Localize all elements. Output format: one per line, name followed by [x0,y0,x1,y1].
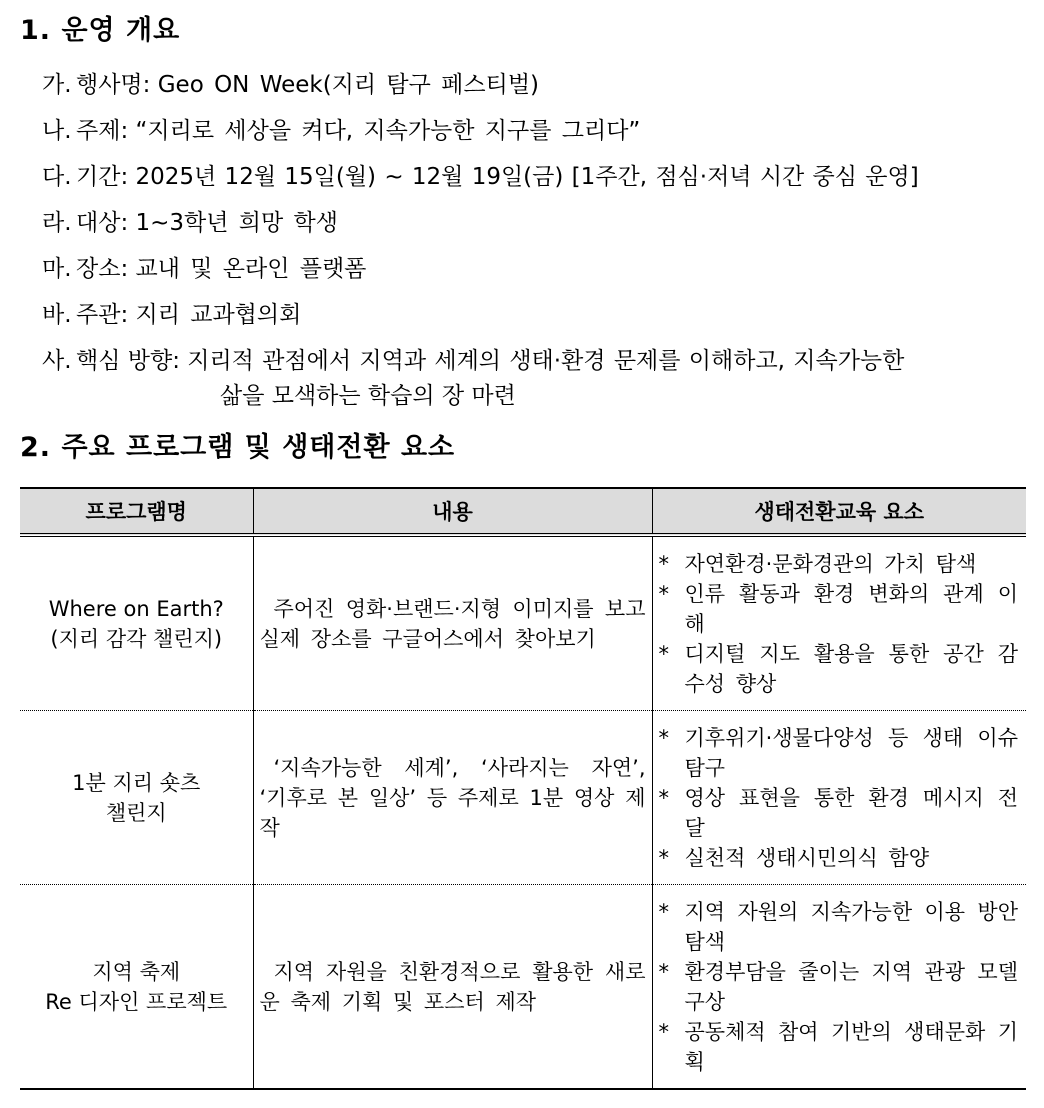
item-marker: 다. [42,164,72,190]
overview-item-organizer [42,292,919,338]
overview-item-target [42,200,919,246]
program-name-line: Re 디자인 프로젝트 [45,989,228,1014]
list-item [659,723,1019,783]
overview-item-period [42,154,919,200]
item-label: 핵심 방향 : [76,338,187,384]
eco-element-text: 기후위기·생물다양성 등 생태 이슈 탐구 [684,725,1018,780]
program-name-line: 지역 축제 [92,959,181,984]
eco-elements-list [659,549,1019,699]
table-header-row [20,488,1026,535]
list-item [659,639,1019,699]
eco-element-text: 디지털 지도 활용을 통한 공간 감수성 향상 [684,641,1018,696]
asterisk-bullet: * [658,725,669,750]
header-content: 내용 [253,488,652,535]
program-name-line: Where on Earth? [48,596,224,621]
eco-elements-list [659,723,1019,873]
item-label: 장소 : [76,246,136,292]
program-name-line: (지리 감각 챌린지) [50,626,223,651]
eco-element-text: 공동체적 참여 기반의 생태문화 기획 [684,1019,1018,1074]
asterisk-bullet: * [658,785,669,810]
eco-element-text: 실천적 생태시민의식 함양 [684,845,929,870]
asterisk-bullet: * [658,845,669,870]
program-content: 주어진 영화·브랜드·지형 이미지를 보고 실제 장소를 구글어스에서 찾아보기 [259,596,646,651]
item-label: 주제 : [76,108,136,154]
overview-item-venue [42,246,919,292]
item-marker: 사. [42,348,72,374]
eco-element-text: 자연환경·문화경관의 가치 탐색 [684,551,977,576]
section1-heading: 1. 운영 개요 [20,15,181,46]
item-value: Geo ON Week(지리 탐구 페스티벌) [157,72,540,98]
eco-elements-list [659,897,1019,1077]
asterisk-bullet: * [658,959,669,984]
program-name-cell [20,535,253,711]
item-marker: 가. [42,72,72,98]
item-label: 행사명 : [76,62,158,108]
asterisk-bullet: * [658,899,669,924]
eco-elements-cell [652,885,1026,1090]
table-row [20,885,1026,1090]
item-value: 2025년 12월 15일(월) ~ 12월 19일(금) [1주간, 점심·저녁 시간 중심 운영] [135,164,919,190]
list-item [659,783,1019,843]
table-row [20,711,1026,885]
list-item [659,957,1019,1017]
asterisk-bullet: * [658,641,669,666]
item-label: 대상 : [76,200,136,246]
item-marker: 라. [42,210,72,236]
eco-element-text: 지역 자원의 지속가능한 이용 방안 탐색 [684,899,1018,954]
program-name-cell [20,885,253,1090]
item-value: 지리적 관점에서 지역과 세계의 생태·환경 문제를 이해하고, 지속가능한 [187,348,905,374]
eco-element-text: 영상 표현을 통한 환경 메시지 전달 [684,785,1018,840]
eco-element-text: 환경부담을 줄이는 지역 관광 모델 구상 [684,959,1018,1014]
program-name-line: 1분 지리 숏츠 [72,770,201,795]
asterisk-bullet: * [658,551,669,576]
program-content-cell [253,535,652,711]
eco-elements-cell [652,535,1026,711]
table-row [20,535,1026,711]
item-marker: 나. [42,118,72,144]
overview-list [42,62,919,414]
asterisk-bullet: * [658,1019,669,1044]
item-label: 기간 : [76,154,136,200]
eco-element-text: 인류 활동과 환경 변화의 관계 이해 [684,581,1018,636]
eco-elements-cell [652,711,1026,885]
header-program-name: 프로그램명 [20,488,253,535]
item-label: 주관 : [76,292,136,338]
asterisk-bullet: * [658,581,669,606]
item-value: “지리로 세상을 켜다, 지속가능한 지구를 그리다” [135,118,641,144]
list-item [659,1017,1019,1077]
item-value: 지리 교과협의회 [135,302,302,328]
item-value: 1~3학년 희망 학생 [135,210,338,236]
list-item [659,579,1019,639]
overview-item-core-direction-continuation: 삶을 모색하는 학습의 장 마련 [220,383,516,409]
program-name-line: 챌린지 [105,800,167,825]
program-content: 지역 자원을 친환경적으로 활용한 새로운 축제 기획 및 포스터 제작 [259,959,646,1014]
list-item [659,843,1019,873]
program-content: ‘지속가능한 세계’, ‘사라지는 자연’, ‘기후로 본 일상’ 등 주제로 1분 영상 제작 [259,755,646,840]
overview-item-event-name [42,62,919,108]
header-eco-elements: 생태전환교육 요소 [652,488,1026,535]
program-table [20,487,1026,1090]
list-item [659,549,1019,579]
item-value: 교내 및 온라인 플랫폼 [135,256,367,282]
list-item [659,897,1019,957]
item-marker: 바. [42,302,72,328]
program-content-cell [253,711,652,885]
program-name-cell [20,711,253,885]
overview-item-theme [42,108,919,154]
item-marker: 마. [42,256,72,282]
section2-heading: 2. 주요 프로그램 및 생태전환 요소 [20,432,456,463]
program-content-cell [253,885,652,1090]
